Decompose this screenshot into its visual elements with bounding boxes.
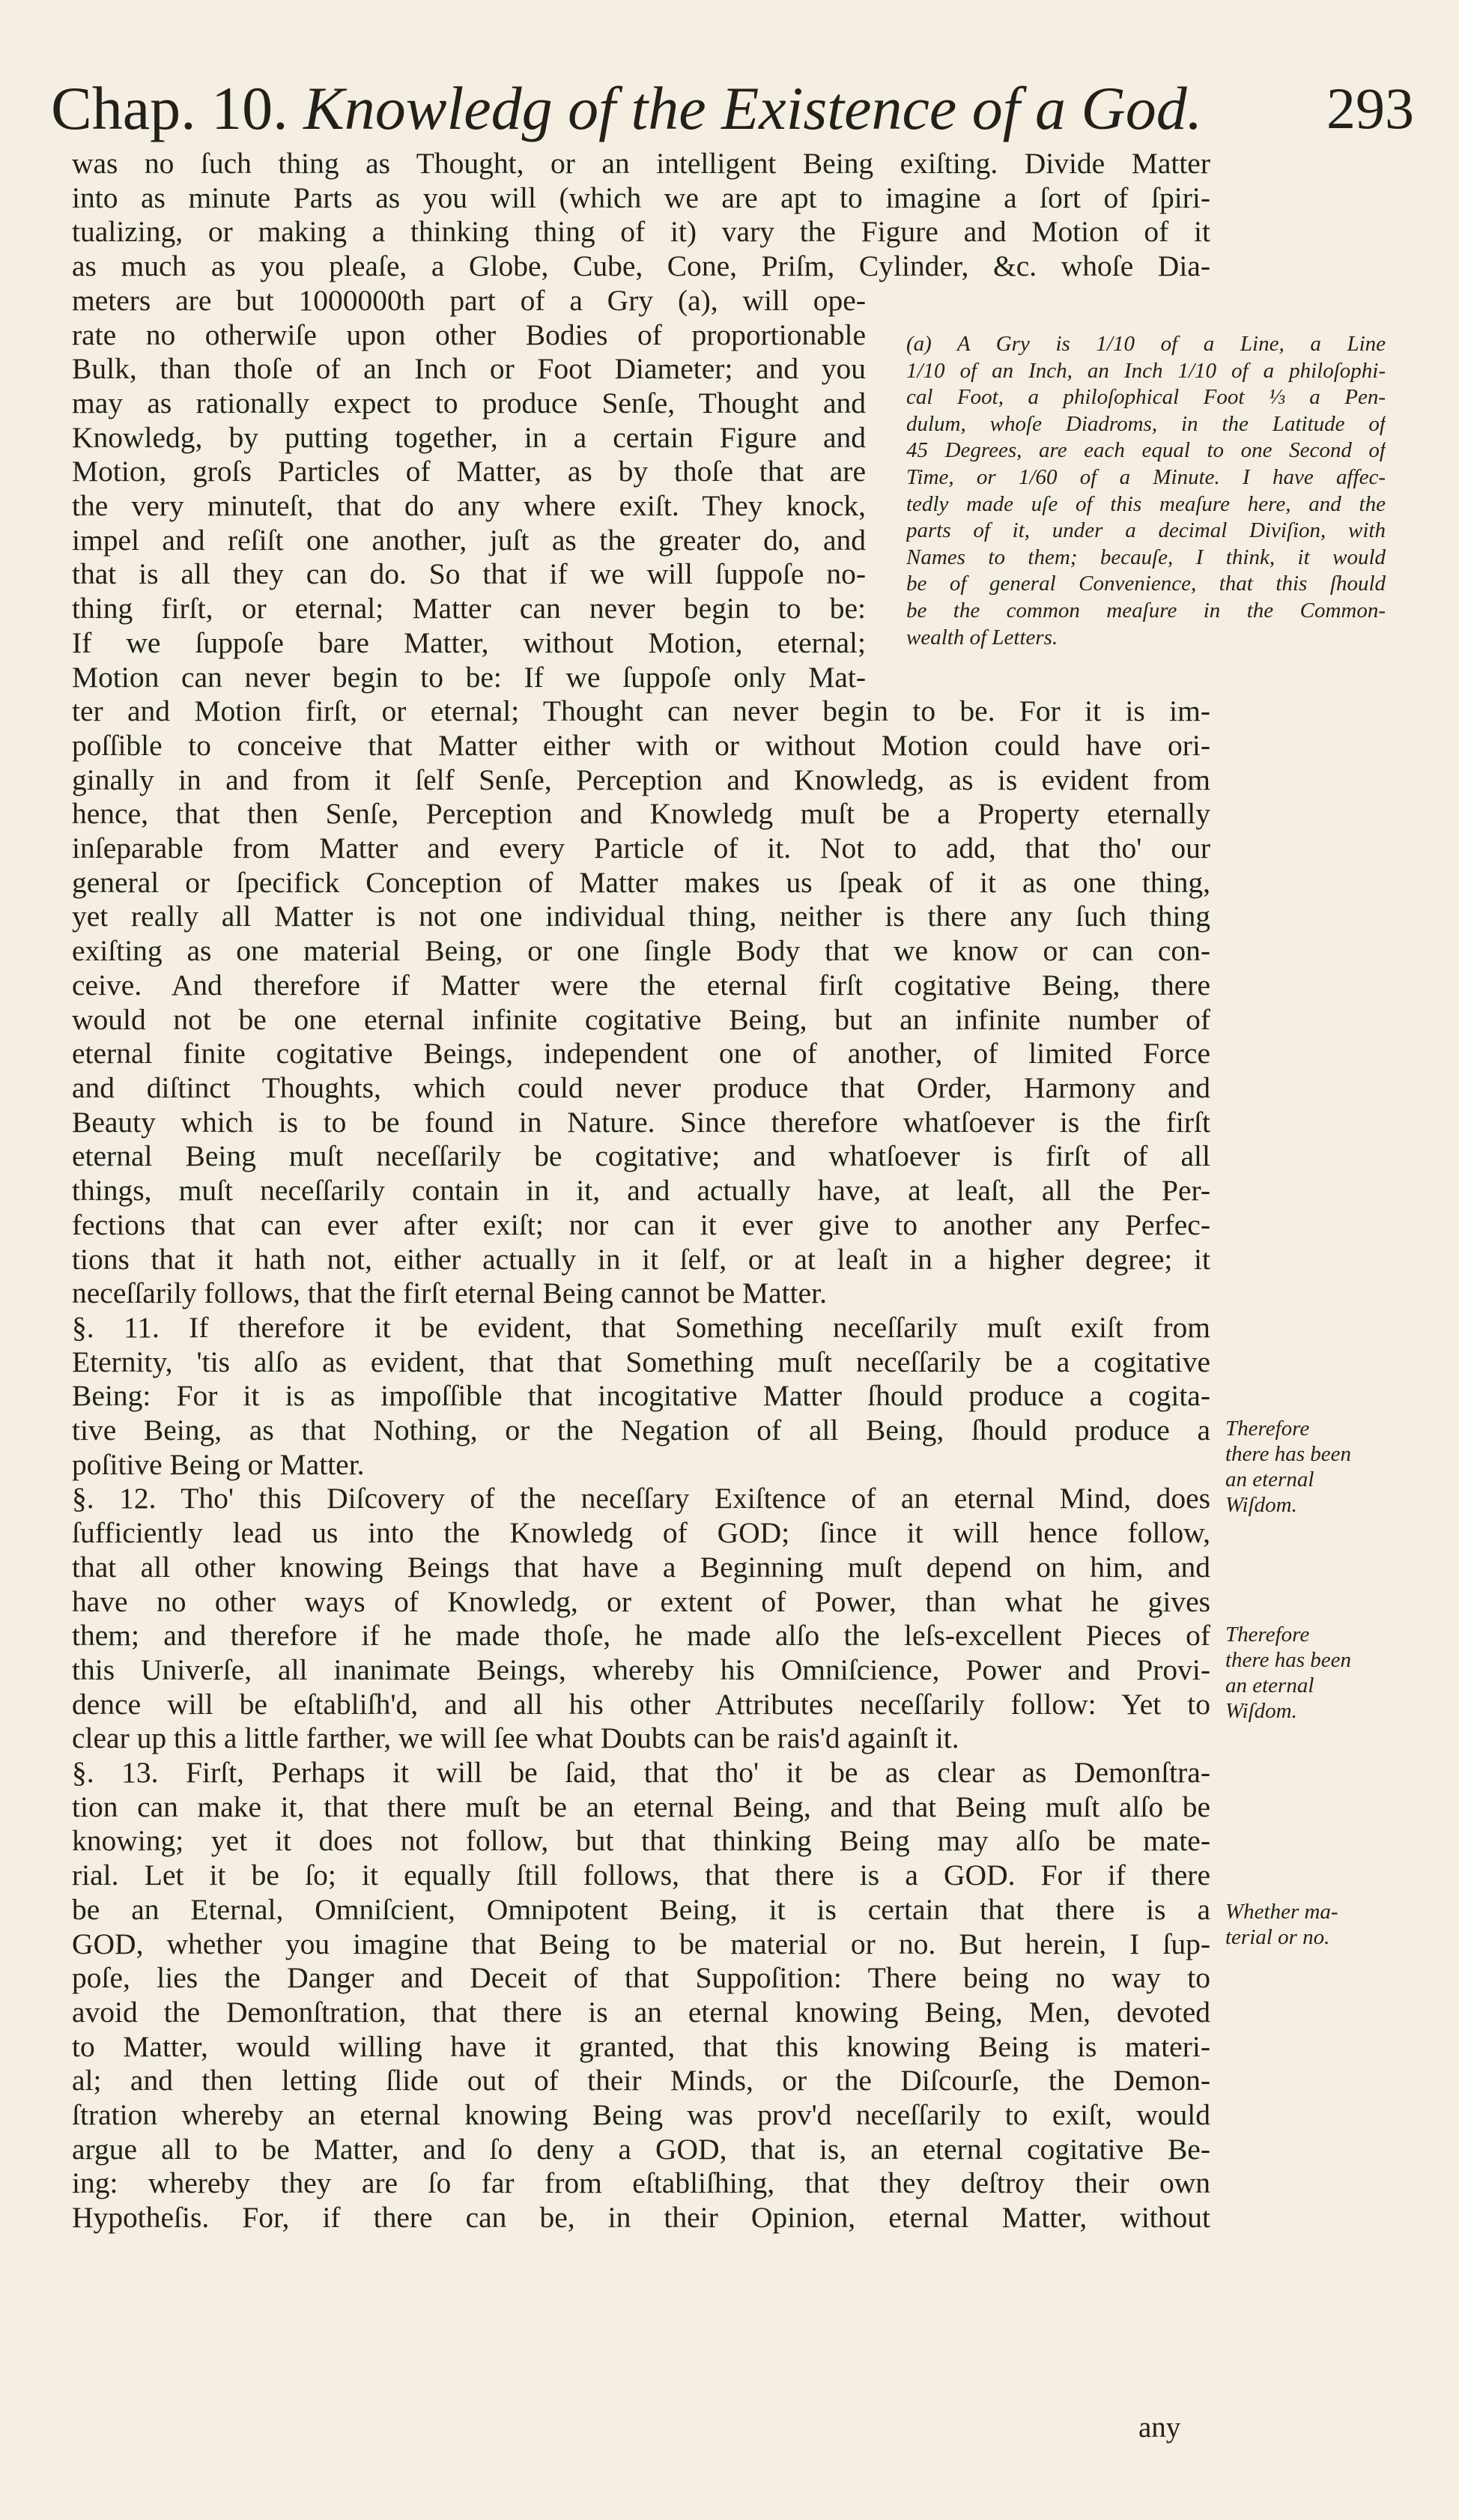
footnote-line: parts of it, under a decimal Diviſion, with: [906, 518, 1386, 543]
text-line: Motion can never begin to be: If we ſuppoſe only Mat-: [72, 660, 866, 694]
text-line: Eternity, 'tis alſo as evident, that that Something muſt neceſſarily be a cogitative: [72, 1345, 1210, 1378]
footnote-line: wealth of Letters.: [906, 625, 1058, 649]
text-line: avoid the Demonſtration, that there is an eternal knowing Being, Men, devoted: [72, 1995, 1210, 2029]
text-line: inſeparable from Matter and every Particle of it. Not to add, that tho' our: [72, 832, 1210, 865]
text-line: ginally in and from it ſelf Senſe, Perception and Knowledg, as is evident from: [72, 763, 1210, 796]
text-line: thing firſt, or eternal; Matter can never begin to be:: [72, 592, 866, 626]
marginal-note-line: Therefore: [1225, 1417, 1310, 1441]
text-line: fections that can ever after exiſt; nor can it ever give to another any Perfec-: [72, 1208, 1210, 1241]
text-line: Beauty which is to be found in Nature. Since therefore whatſoever is the firſt: [72, 1105, 1210, 1139]
text-line: the very minuteſt, that do any where exiſt. They knock,: [72, 489, 866, 523]
marginal-note-line: there has been: [1225, 1442, 1352, 1466]
marginal-note-section-11: [1225, 1416, 1420, 1518]
text-line: argue all to be Matter, and ſo deny a GOD, that is, an eternal cogitative Be-: [72, 2132, 1210, 2166]
text-line: have no other ways of Knowledg, or extent of Power, than what he gives: [72, 1584, 1210, 1618]
text-line: Bulk, than thoſe of an Inch or Foot Diameter; and you: [72, 352, 866, 386]
text-line: al; and then letting ſlide out of their Minds, or the Diſcourſe, the Demon-: [72, 2064, 1210, 2098]
text-line: dence will be eſtabliſh'd, and all his other Attributes neceſſarily follow: Yet to: [72, 1687, 1210, 1721]
text-line: knowing; yet it does not follow, but that thinking Being may alſo be mate-: [72, 1824, 1210, 1858]
text-line: things, muſt neceſſarily contain in it, and actually have, at leaſt, all the Per-: [72, 1174, 1210, 1208]
section-13: [72, 1756, 1210, 2235]
paragraph-1-narrow-block: [72, 284, 866, 694]
footnote-line: 1/10 of an Inch, an Inch 1/10 of a philoſophi-: [906, 358, 1386, 383]
section-11: [72, 1311, 1210, 1482]
marginal-note-line: Wiſdom.: [1225, 1493, 1297, 1517]
text-line: was no ſuch thing as Thought, or an intelligent Being exiſting. Divide Matter: [72, 147, 1210, 180]
text-line: tive Being, as that Nothing, or the Negation of all Being, ſhould produce a: [72, 1414, 1210, 1447]
text-line: Being: For it is as impoſſible that incogitative Matter ſhould produce a cogita-: [72, 1379, 1210, 1413]
text-line: rial. Let it be ſo; it equally ſtill follows, that there is a GOD. For if there: [72, 1859, 1210, 1892]
text-line: §. 11. If therefore it be evident, that Something neceſſarily muſt exiſt from: [72, 1310, 1210, 1344]
text-line: tions that it hath not, either actually in it ſelf, or at leaſt in a higher degree; it: [72, 1242, 1210, 1276]
text-line: meters are but 1000000th part of a Gry (a), will ope-: [72, 283, 866, 317]
text-line: ſtration whereby an eternal knowing Being was prov'd neceſſarily to exiſt, would: [72, 2098, 1210, 2132]
text-line: yet really all Matter is not one individual thing, neither is there any ſuch thing: [72, 900, 1210, 933]
text-line: that all other knowing Beings that have a Beginning muſt depend on him, and: [72, 1550, 1210, 1584]
text-line: would not be one eternal infinite cogitative Being, but an infinite number of: [72, 1002, 1210, 1036]
text-line: impel and reſiſt one another, juſt as the greater do, and: [72, 523, 866, 557]
paragraph-1-continued: [72, 694, 1210, 1311]
marginal-note-line: Therefore: [1225, 1623, 1310, 1647]
marginal-note-line: an eternal: [1225, 1674, 1314, 1697]
text-line: clear up this a little farther, we will ſee what Doubts can be rais'd againſt it.: [72, 1721, 959, 1755]
marginal-note-line: there has been: [1225, 1648, 1352, 1672]
text-line: this Univerſe, all inanimate Beings, whereby his Omniſcience, Power and Provi-: [72, 1653, 1210, 1686]
text-line: tualizing, or making a thinking thing of it) vary the Figure and Motion of it: [72, 215, 1210, 249]
running-title: [51, 67, 1202, 150]
page-number: 293: [1326, 76, 1414, 141]
text-line: If we ſuppoſe bare Matter, without Motion, eternal;: [72, 626, 866, 659]
text-line: poſitive Being or Matter.: [72, 1447, 365, 1481]
text-line: them; and therefore if he made thoſe, he made alſo the leſs-excellent Pieces of: [72, 1619, 1210, 1653]
running-header: [51, 67, 1414, 150]
footnote-line: Time, or 1/60 of a Minute. I have affec-: [906, 464, 1386, 489]
section-12: [72, 1482, 1210, 1756]
text-line: as much as you pleaſe, a Globe, Cube, Cone, Priſm, Cylinder, &c. whoſe Dia-: [72, 249, 1210, 283]
text-line: Motion, groſs Particles of Matter, as by thoſe that are: [72, 455, 866, 488]
text-line: to Matter, would willing have it granted, that this knowing Being is materi-: [72, 2029, 1210, 2063]
footnote-line: (a) A Gry is 1/10 of a Line, a Line: [906, 332, 1386, 356]
marginal-note-line: Whether ma-: [1225, 1900, 1338, 1924]
text-line: poſe, lies the Danger and Deceit of that Suppoſition: There being no way to: [72, 1961, 1210, 1995]
text-line: poſſible to conceive that Matter either with or without Motion could have ori-: [72, 728, 1210, 762]
paragraph-1: [72, 147, 1210, 284]
text-line: rate no otherwiſe upon other Bodies of proportionable: [72, 318, 866, 351]
text-line: §. 13. Firſt, Perhaps it will be ſaid, that tho' it be as clear as Demonſtra-: [72, 1756, 1210, 1790]
text-line: ſufficiently lead us into the Knowledg of GOD; ſince it will hence follow,: [72, 1516, 1210, 1550]
text-line: eternal Being muſt neceſſarily be cogitative; and whatſoever is firſt of all: [72, 1139, 1210, 1173]
text-line: GOD, whether you imagine that Being to be material or no. But herein, I ſup-: [72, 1927, 1210, 1960]
text-line: be an Eternal, Omniſcient, Omnipotent Being, it is certain that there is a: [72, 1892, 1210, 1926]
text-line: neceſſarily follows, that the firſt eternal Being cannot be Matter.: [72, 1276, 828, 1310]
text-line: ceive. And therefore if Matter were the eternal firſt cogitative Being, there: [72, 968, 1210, 1002]
text-line: Knowledg, by putting together, in a certain Figure and: [72, 420, 866, 454]
marginal-note-section-12: [1225, 1622, 1420, 1724]
text-line: hence, that then Senſe, Perception and Knowledg muſt be a Property eternally: [72, 797, 1210, 831]
text-line: into as minute Parts as you will (which we are apt to imagine a ſort of ſpiri-: [72, 181, 1210, 214]
text-line: ter and Motion firſt, or eternal; Thought can never begin to be. For it is im-: [72, 694, 1210, 728]
chapter-title: Knowledg of the Existence of a God.: [303, 74, 1203, 142]
footnote-line: cal Foot, a philoſophical Foot ⅓ a Pen-: [906, 385, 1386, 410]
text-line: general or ſpecifick Conception of Matter makes us ſpeak of it as one thing,: [72, 865, 1210, 899]
text-line: may as rationally expect to produce Senſe, Thought and: [72, 386, 866, 420]
text-line: exiſting as one material Being, or one ſingle Body that we know or can con-: [72, 934, 1210, 968]
text-line: tion can make it, that there muſt be an eternal Being, and that Being muſt alſo be: [72, 1790, 1210, 1823]
footnote-line: be the common meaſure in the Common-: [906, 598, 1386, 623]
marginal-note-section-13: [1225, 1899, 1420, 1950]
marginal-note-line: Wiſdom.: [1225, 1699, 1297, 1723]
footnote-line: Names to them; becauſe, I think, it would: [906, 545, 1386, 569]
text-line: eternal finite cogitative Beings, independent one of another, of limited Force: [72, 1037, 1210, 1070]
text-line: that is all they can do. So that if we will ſuppoſe no-: [72, 557, 866, 591]
footnote-line: tedly made uſe of this meaſure here, and the: [906, 491, 1386, 516]
footnote-line: 45 Degrees, are each equal to one Second of: [906, 438, 1386, 463]
text-line: and diſtinct Thoughts, which could never produce that Order, Harmony and: [72, 1070, 1210, 1104]
footnote-line: dulum, whoſe Diadroms, in the Latitude of: [906, 411, 1386, 436]
marginal-note-line: an eternal: [1225, 1468, 1314, 1491]
footnote-line: be of general Convenience, that this ſhould: [906, 572, 1386, 596]
marginal-note-line: terial or no.: [1225, 1925, 1330, 1949]
footnote-a: [906, 331, 1386, 651]
chapter-label: Chap. 10.: [51, 74, 288, 142]
catchword: any: [1138, 2411, 1181, 2444]
text-line: ing: whereby they are ſo far from eſtabliſhing, that they deſtroy their own: [72, 2166, 1210, 2200]
text-line: Hypotheſis. For, if there can be, in their Opinion, eternal Matter, without: [72, 2201, 1210, 2235]
text-line: §. 12. Tho' this Diſcovery of the neceſſary Exiſtence of an eternal Mind, does: [72, 1482, 1210, 1515]
